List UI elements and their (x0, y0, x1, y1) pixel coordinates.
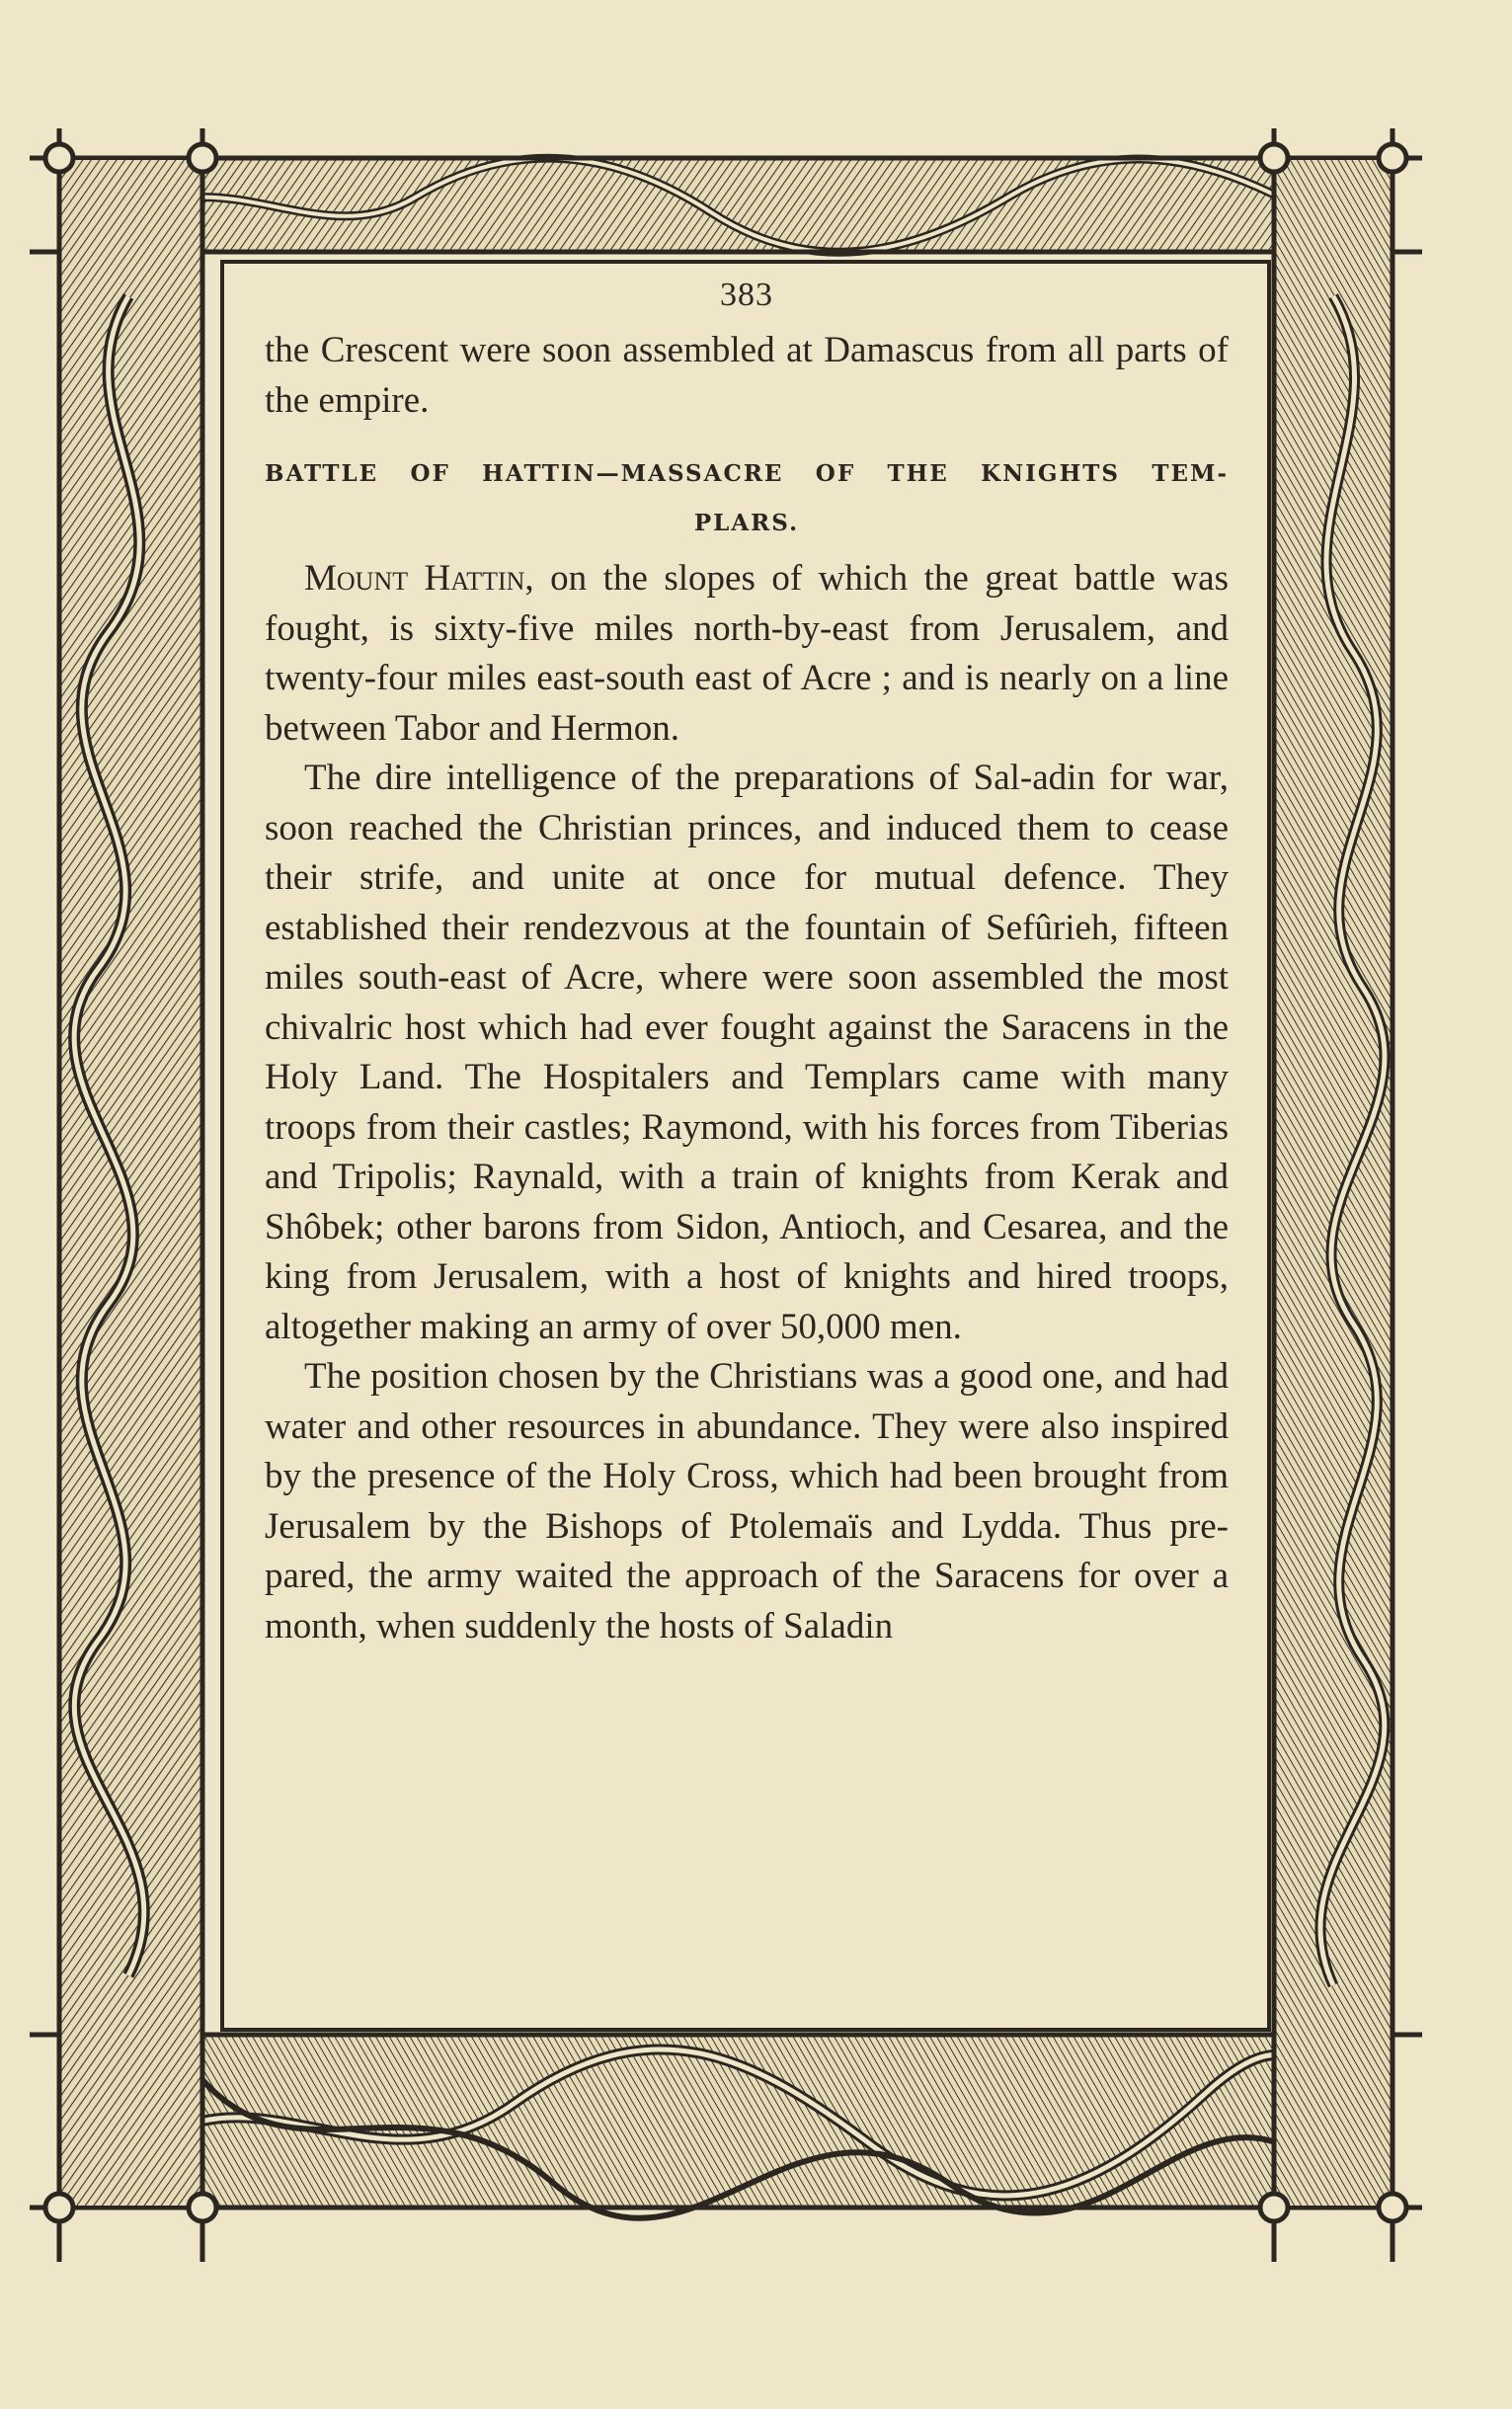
opening-text: the Crescent were soon assembled at Damascus from all parts of the empire. (265, 330, 1229, 421)
left-border-column (59, 128, 202, 2262)
page-body (265, 277, 1229, 1995)
paragraph-1-text: , on the slopes of which the great battle was fought, is sixty-five miles north-by-east from Jerusalem, and twenty-four miles east-south east of Acre ; and is nearly on a line between Tabor and Hermon. (265, 558, 1229, 749)
section-heading-line1: BATTLE OF HATTIN—MASSACRE OF THE KNIGHTS TEM- (265, 460, 1229, 487)
paragraph-1 (265, 554, 1229, 754)
bottom-border-band (30, 2035, 1422, 2218)
right-border-column (1274, 128, 1393, 2262)
paragraph-1-lead: Mount Hattin (304, 558, 525, 599)
paragraph-2: The dire intelligence of the preparations of Sal-adin for war, soon reached the Christian princes, and induced them to cease their strife, and unite at once for mutual defence. They established their rendezvous at the fountain of Sefûrieh, fifteen miles south-east of Acre, where were soon assembled the most chivalric host which had ever fought against the Saracens in the Holy Land. The Hospitalers and Templars came with many troops from their castles; Raymond, with his forces from Tiberias and Tripolis; Raynald, with a train of knights from Kerak and Shôbek; other barons from Sidon, Antioch, and Cesarea, and the king from Jerusalem, with a host of knights and hired troops, altogether making an army of over 50,000 men. (265, 758, 1229, 1347)
section-heading-line2: PLARS. (693, 510, 800, 536)
top-border-band (30, 158, 1422, 252)
paragraph-3: The position chosen by the Christians was a good one, and had water and other resources in abundance. They were also inspired by the presence of the Holy Cross, which had been brought from Jerusalem by the Bishops of Ptolemaïs and Lydda. Thus pre-pared, the army waited the approach of the Saracens for over a month, when suddenly the hosts of Saladin (265, 1356, 1229, 1646)
page-number: 383 (720, 277, 773, 313)
section-heading (265, 449, 1229, 548)
